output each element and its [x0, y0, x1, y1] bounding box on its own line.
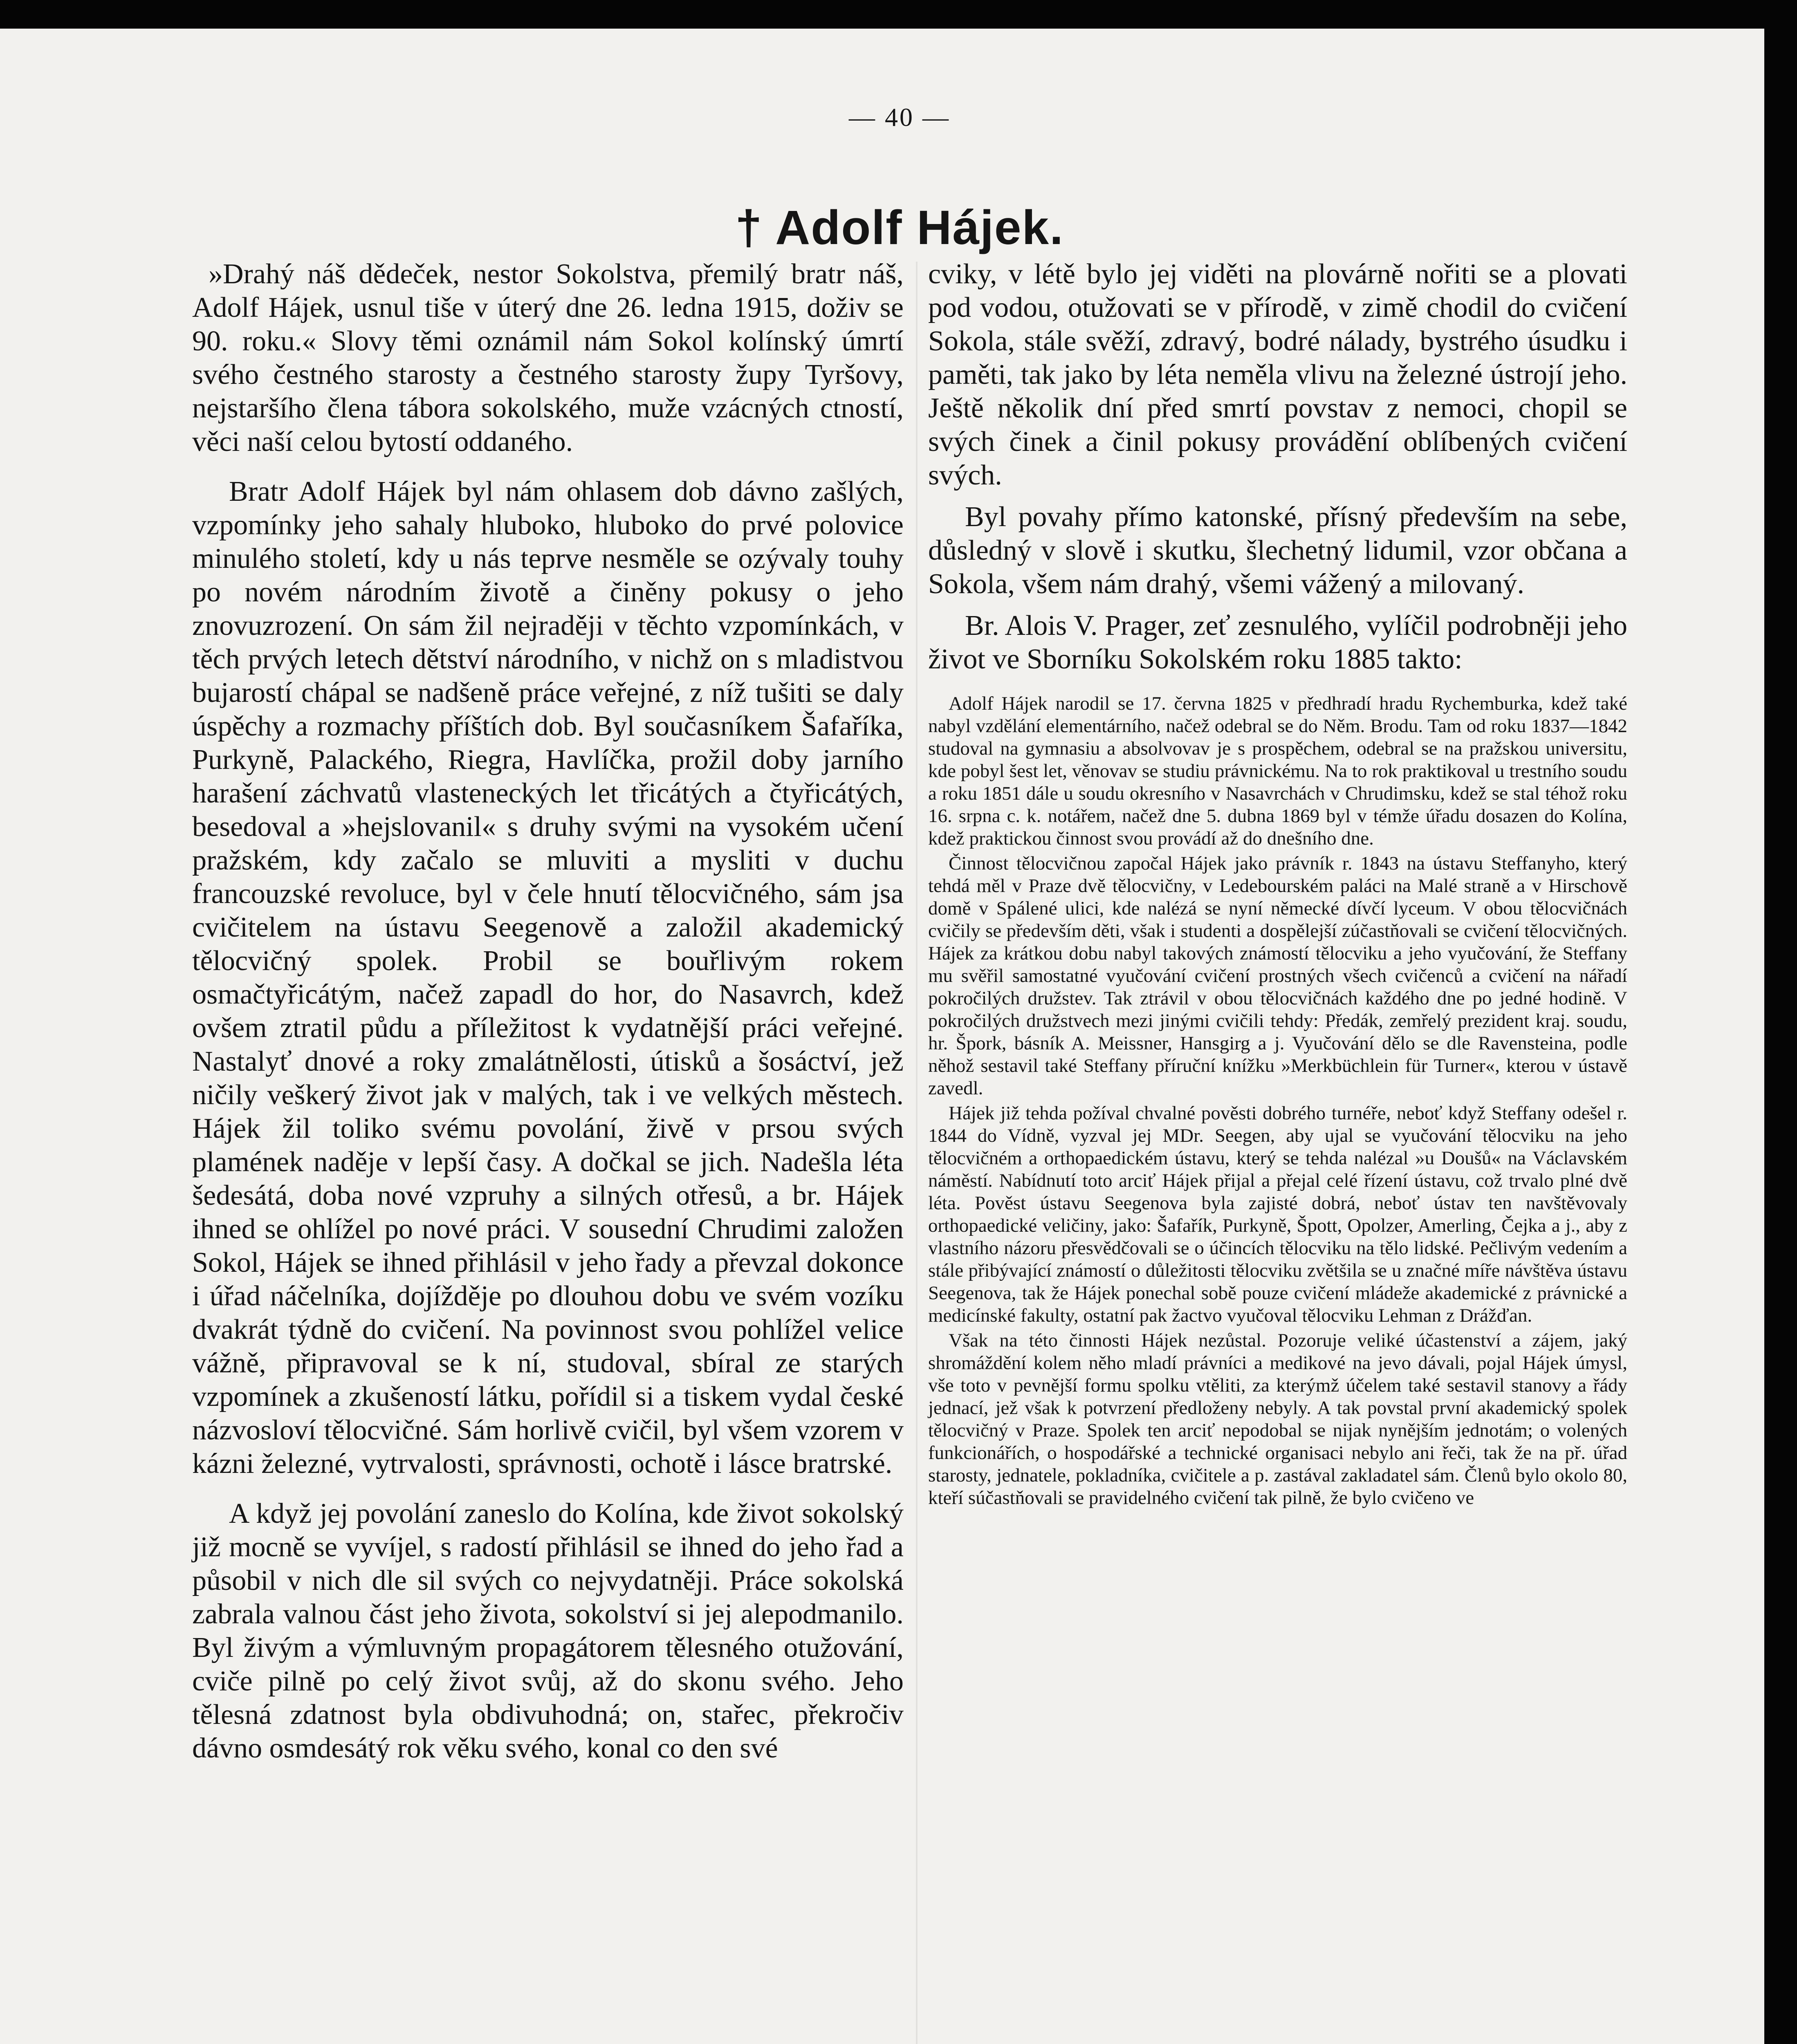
quote-paragraph-3: Hájek již tehda požíval chvalné pověsti dobrého turnéře, neboť když Steffany odešel r. 1844 do Vídně, vyzval jej MDr. Seegen, aby ujal se vyučování tělocviku na jeho tělocvičném a orthopaedickém ústavu, který se tehda nalézal »u Doušů« na Václavském náměstí. Nabídnutí toto arciť Hájek přijal a přejal celé řízení ústavu, což trvalo plné dvě léta. Pověst ústavu Seegenova byla zajisté dobrá, neboť ústav ten navštěvovaly orthopaedické veličiny, jako: Šafařík, Purkyně, Špott, Opolzer, Amerling, Čejka a j., aby z vlastního názoru přesvědčovali se o účincích tělocviku na tělo lidské. Pečlivým vedením a stále přibývající známostí o důležitosti tělocviku zvětšila se u značné míře návštěva ústavu Seegenova, tak že Hájek ponechal sobě pouze cvičení mládeže akademické z právnické a medicínské fakulty, ostatní pak žactvo vyučoval tělocviku Lehman z Drážďan.	[928, 1103, 1627, 1326]
paragraph-2: Bratr Adolf Hájek byl nám ohlasem dob dávno zašlých, vzpomínky jeho sahaly hluboko, hluboko do prvé polovice minulého století, kdy u nás teprve nesměle se ozývaly touhy po novém národním životě a činěny pokusy o jeho znovuzrození. On sám žil nejraději v těchto vzpomínkách, v těch prvých letech dětství národního, v nichž on s mladistvou bujarostí chápal se nadšeně práce veřejné, z níž tušiti se daly úspěchy a rozmachy příštích dob. Byl současníkem Šafaříka, Purkyně, Palackého, Riegra, Havlíčka, prožil doby jarního harašení záchvatů vlasteneckých let třicátých a čtyřicátých, besedoval a »hejslovanil« s druhy svými na vysokém učení pražském, kdy začalo se mluviti a mysliti v duchu francouzské revoluce, byl v čele hnutí tělocvičného, sám jsa cvičitelem na ústavu Seegenově a založil akademický tělocvičný spolek. Probil se bouřlivým rokem osmačtyřicátým, načež zapadl do hor, do Nasavrch, kdež ovšem ztratil půdu a příležitost k vydatnější práci veřejné. Nastalyť dnové a roky zmalátnělosti, útisků a šosáctví, jež ničily veškerý život jak v malých, tak i ve velkých městech. Hájek žil toliko svému povolání, živě v prsou svých plamének naděje v lepší časy. A dočkal se jich. Nadešla léta šedesátá, doba nové vzpruhy a silných otřesů, a br. Hájek ihned se ohlížel po nové práci. V sousední Chrudimi založen Sokol, Hájek se ihned přihlásil v jeho řady a převzal dokonce i úřad náčelníka, dojížděje po dlouhou dobu ve svém vozíku dvakrát týdně do cvičení. Na povinnost svou pohlížel velice vážně, připravoval se k ní, studoval, sbíral ze starých vzpomínek a zkušeností látku, pořídil si a tiskem vydal české názvosloví tělocvičné. Sám horlivě cvičil, byl všem vzorem v kázni železné, vytrvalosti, správnosti, ochotě i lásce bratrské.	[192, 476, 904, 1479]
paragraph-5: Byl povahy přímo katonské, přísný především na sebe, důsledný v slově i skutku, šlechetný lidumil, vzor občana a Sokola, všem nám drahý, všemi vážený a milovaný.	[928, 501, 1627, 600]
quote-paragraph-2: Činnost tělocvičnou započal Hájek jako právník r. 1843 na ústavu Steffanyho, který tehdá měl v Praze dvě tělocvičny, v Ledebourském paláci na Malé straně a v Hirschově domě v Spálené ulici, kde nalézá se nyní německé dívčí lyceum. V obou tělocvičnách cvičily se především děti, však i studenti a dospělejší zúčastňovali se cvičení tělocvičných. Hájek za krátkou dobu nabyl takových známostí tělocviku a jeho vyučování, že Steffany mu svěřil samostatné vyučování cvičení prostných všech cvičenců a cvičení na nářadí pokročilých družstev. Tak ztrávil v obou tělocvičnách každého dne po jedné hodině. V pokročilých družstvech mezi jinými cvičili tehdy: Předák, zemřelý prezident kraj. soudu, hr. Špork, básník A. Meissner, Hansgirg a j. Vyučování dělo se dle Ravensteina, podle něhož sestavil také Steffany příruční knížku »Merkbüchlein für Turner«, kterou v ústavě zavedl.	[928, 853, 1627, 1099]
quoted-biography	[928, 693, 1627, 1509]
paragraph-4: cviky, v létě bylo jej viděti na plovárně nořiti se a plovati pod vodou, otužovati se v přírodě, v zimě chodil do cvičení Sokola, stále svěží, zdravý, bodré nálady, bystrého úsudku i paměti, tak jako by léta neměla vlivu na železné ústrojí jeho. Ještě několik dní před smrtí povstav z nemoci, chopil se svých činek a činil pokusy provádění oblíbených cvičení svých.	[928, 258, 1627, 491]
paragraph-3: A když jej povolání zaneslo do Kolína, kde život sokolský již mocně se vyvíjel, s radostí přihlásil se ihned do jeho řad a působil v nich dle sil svých co nejvydatněji. Práce sokolská zabrala valnou část jeho života, sokolství si jej alepodmanilo. Byl živým a výmluvným propagátorem tělesného otužování, cviče pilně po celý život svůj, až do skonu svého. Jeho tělesná zdatnost byla obdivuhodná; on, stařec, překročiv dávno osmdesátý rok věku svého, konal co den své	[192, 1498, 904, 1764]
paragraph-1: »Drahý náš dědeček, nestor Sokolstva, přemilý bratr náš, Adolf Hájek, usnul tiše v úterý dne 26. ledna 1915, doživ se 90. roku.« Slovy těmi oznámil nám Sokol kolínský úmrtí svého čestného starosty a čestného starosty župy Tyršovy, nejstaršího člena tábora sokolského, muže vzácných ctností, věci naší celou bytostí oddaného.	[192, 258, 904, 457]
page-number: — 40 —	[849, 103, 950, 132]
left-column	[192, 258, 904, 1765]
column-divider	[916, 262, 918, 2044]
right-column	[928, 258, 1627, 1509]
article-title: † Adolf Hájek.	[735, 201, 1064, 255]
paragraph-6: Br. Alois V. Prager, zeť zesnulého, vylíčil podrobněji jeho život ve Sborníku Sokolském roku 1885 takto:	[928, 610, 1627, 675]
quote-paragraph-1: Adolf Hájek narodil se 17. června 1825 v předhradí hradu Rychemburka, kdež také nabyl vzdělání elementárního, načež odebral se do Něm. Brodu. Tam od roku 1837—1842 studoval na gymnasiu a absolvovav je s prospěchem, odebral se na pražskou universitu, kde pobyl šest let, věnovav se studiu právnickému. Na to rok praktikoval u trestního soudu a roku 1851 dále u soudu okresního v Nasavrchách v Chrudimsku, kdež se stal téhož roku 16. srpna c. k. notářem, načež dne 5. dubna 1869 byl v témže úřadu dosazen do Kolína, kdež praktickou činnost svou provádí až do dnešního dne.	[928, 693, 1627, 849]
quote-paragraph-4: Však na této činnosti Hájek nezůstal. Pozoruje veliké účastenství a zájem, jaký shromáždění kolem něho mladí právníci a medikové na jevo dávali, pojal Hájek úmysl, vše toto v pevnější formu spolku vtěliti, za kterýmž účelem také sestavil stanovy a řády jednací, jež však k potvrzení předloženy nebyly. A tak povstal první akademický spolek tělocvičný v Praze. Spolek ten arciť nepodobal se nijak nynějším jednotám; o volených funkcionářích, o hospodářské a technické organisaci nebylo ani řeči, tak že na př. úřad starosty, jednatele, pokladníka, cvičitele a p. zastával zakladatel sám. Členů bylo okolo 80, kteří súčastňovali se pravidelného cvičení tak pilně, že bylo cvičeno ve	[928, 1330, 1627, 1508]
